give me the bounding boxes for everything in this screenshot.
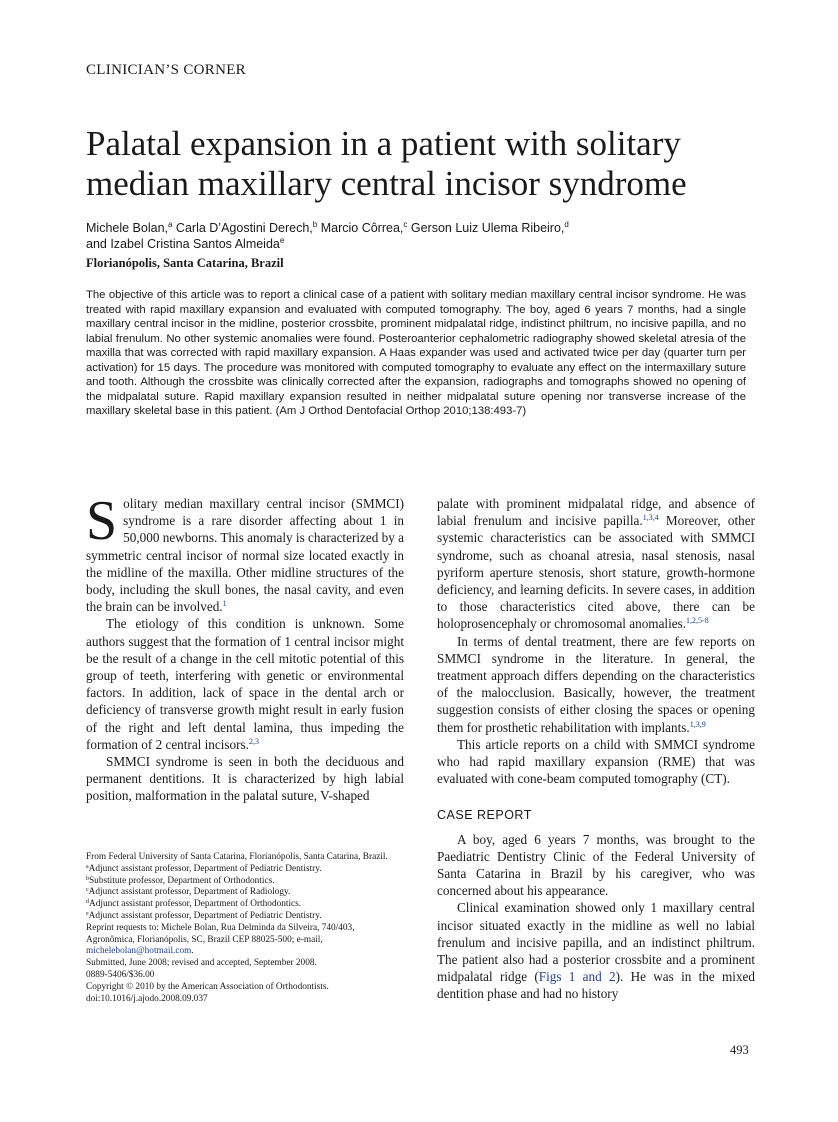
body-column-right xyxy=(437,495,755,1003)
footnote-affiliation: From Federal University of Santa Catarina, Florianópolis, Santa Catarina, Brazil. xyxy=(86,852,388,862)
author-affiliation-mark: d xyxy=(564,220,569,229)
footnote-reprint: Reprint requests to: Michele Bolan, Rua Delminda da Silveira, 740/403, Agronômica, Florianópolis, SC, Brazil CEP 88025-500; e-mail, michelebolan@hotmail.com. xyxy=(86,922,355,957)
citation[interactable]: 1 xyxy=(222,599,227,609)
author: Gerson Luiz Ulema Ribeiro, xyxy=(407,221,565,235)
body-paragraph xyxy=(437,736,755,788)
paragraph-text: Clinical examination showed only 1 maxillary central incisor situated exactly in the midline as well no labial frenulum and incisive papilla, and an indistinct philtrum. The patient also had a posterior crossbite and a prominent midpalatal ridge ( xyxy=(437,900,755,985)
paragraph-text: The etiology of this condition is unknown. Some authors suggest that the formation of 1 central incisor might be the result of a change in the cell mitotic potential of this group of teeth, interfering with genetic or environmental factors. In addition, lack of space in the dental arch or deficiency of transverse growth might result in early fusion of the right and left dental lamina, thus impeding the formation of 2 central incisors. xyxy=(86,616,404,752)
citation[interactable]: 1,3,9 xyxy=(689,719,706,729)
abstract: The objective of this article was to report a clinical case of a patient with solitary median maxillary central incisor syndrome. He was treated with rapid maxillary expansion and evaluated with computed tomography. The boy, aged 6 years 7 months, had a single maxillary central incisor in the midline, posterior crossbite, prominent midpalatal ridge, indistinct philtrum, no incisive papilla, and no labial frenulum. No other systemic anomalies were found. Posteroanterior cephalometric radiography showed skeletal atresia of the maxilla that was corrected with rapid maxillary expansion. A Haas expander was used and activated twice per day (quarter turn per activation) for 15 days. The procedure was monitored with computed tomography to evaluate any effect on the intermaxillary suture and tooth. Although the crossbite was clinically corrected after the expansion, radiographs and tomographs showed no opening of the midpalatal suture. Rapid maxillary expansion resulted in neither midpalatal suture opening nor transverse increase of the maxillary skeletal base in this patient. (Am J Orthod Dentofacial Orthop 2010;138:493-7) xyxy=(86,289,746,417)
citation[interactable]: 2,3 xyxy=(248,736,259,746)
citation[interactable]: 1,2,5-8 xyxy=(686,616,709,626)
footnote-doi: doi:10.1016/j.ajodo.2008.09.037 xyxy=(86,993,208,1004)
body-paragraph xyxy=(437,831,755,900)
footnote-b: $^b$Substitute professor, Department of Orthodontics. xyxy=(86,875,275,886)
body-paragraph xyxy=(86,615,404,753)
section-heading-case-report: CASE REPORT xyxy=(437,808,532,823)
drop-cap: S xyxy=(86,490,118,552)
author-list xyxy=(86,220,746,252)
paragraph-text: This article reports on a child with SMMCI syndrome who had rapid maxillary expansion (RME) that was evaluated with cone-beam computed tomography (CT). xyxy=(437,736,755,787)
author: Carla D’Agostini Derech, xyxy=(172,221,313,235)
body-column-left xyxy=(86,490,404,805)
body-paragraph-continued xyxy=(437,495,755,633)
title-line-1: Palatal expansion in a patient with solitary xyxy=(86,124,681,163)
author-affiliation-mark: b xyxy=(312,220,318,229)
citation[interactable]: 1,3,4 xyxy=(642,513,659,523)
body-paragraph xyxy=(437,899,755,1002)
body-paragraph xyxy=(437,633,755,736)
author: and Izabel Cristina Santos Almeida xyxy=(86,237,280,251)
paragraph-text: SMMCI syndrome is seen in both the deciduous and permanent dentitions. It is characterized by high labial position, malformation in the palatal suture, V-shaped xyxy=(86,754,404,804)
footnote-d: $^d$Adjunct assistant professor, Department of Orthodontics. xyxy=(86,899,302,910)
body-paragraph xyxy=(86,490,404,615)
footnote-copyright: Copyright © 2010 by the American Association of Orthodontists. xyxy=(86,981,329,992)
footnote-issn: 0889-5406/$36.00 xyxy=(86,969,155,980)
footnote-submitted: Submitted, June 2008; revised and accepted, September 2008. xyxy=(86,958,317,969)
page-number: 493 xyxy=(730,1043,749,1057)
author-affiliation-mark: c xyxy=(403,220,408,229)
footnote-a: $^a$Adjunct assistant professor, Department of Pediatric Dentistry. xyxy=(86,863,322,874)
author-location: Florianópolis, Santa Catarina, Brazil xyxy=(86,256,284,270)
footnote-c: $^c$Adjunct assistant professor, Department of Radiology. xyxy=(86,887,291,898)
section-label: CLINICIAN’S CORNER xyxy=(86,62,246,78)
author: Michele Bolan, xyxy=(86,221,168,235)
paragraph-text: Moreover, other systemic characteristics can be associated with SMMCI syndrome, such as choanal atresia, nasal stenosis, nasal pyriform aperture stenosis, short stature, growth-hormone deficiency, and learning deficits. In severe cases, in addition to those characteristics cited above, there can be holoprosencephaly or chromosomal anomalies. xyxy=(437,513,755,632)
email-link[interactable]: michelebolan@hotmail.com xyxy=(86,946,192,957)
paragraph-text: ). He was in the mixed dentition phase and had no history xyxy=(437,969,756,1002)
paragraph-text: In terms of dental treatment, there are few reports on SMMCI syndrome in the literature. In general, the treatment approach differs depending on the characteristics of the malocclusion. Basically, however, the treatment suggestion consists of either closing the spaces or opening them for prosthetic rehabilitation with implants. xyxy=(437,633,755,735)
body-paragraph xyxy=(86,753,404,805)
title-line-2: median maxillary central incisor syndrome xyxy=(86,164,687,203)
figure-link[interactable]: Figs 1 and 2 xyxy=(538,969,616,985)
author: Marcio Côrrea, xyxy=(317,221,404,235)
paragraph-text: A boy, aged 6 years 7 months, was brought to the Paediatric Dentistry Clinic of the Federal University of Santa Catarina in Brazil by his caregiver, who was concerned about his appearance. xyxy=(437,831,755,899)
author-affiliation-mark: a xyxy=(168,220,173,229)
footnotes xyxy=(86,852,404,1005)
footnote-e: $^e$Adjunct assistant professor, Department of Pediatric Dentistry. xyxy=(86,910,322,921)
author-affiliation-mark: e xyxy=(279,236,285,245)
article-title xyxy=(86,124,766,204)
paragraph-text: palate with prominent midpalatal ridge, and absence of labial frenulum and incisive papilla. xyxy=(437,496,755,529)
paragraph-text: olitary median maxillary central incisor (SMMCI) syndrome is a rare disorder affecting about 1 in 50,000 newborns. This anomaly is characterized by a symmetric central incisor of normal size located exactly in the midline of the maxilla. Other midline structures of the body, including the skull bones, the nasal cavity, and even the brain can be involved. xyxy=(86,496,404,615)
